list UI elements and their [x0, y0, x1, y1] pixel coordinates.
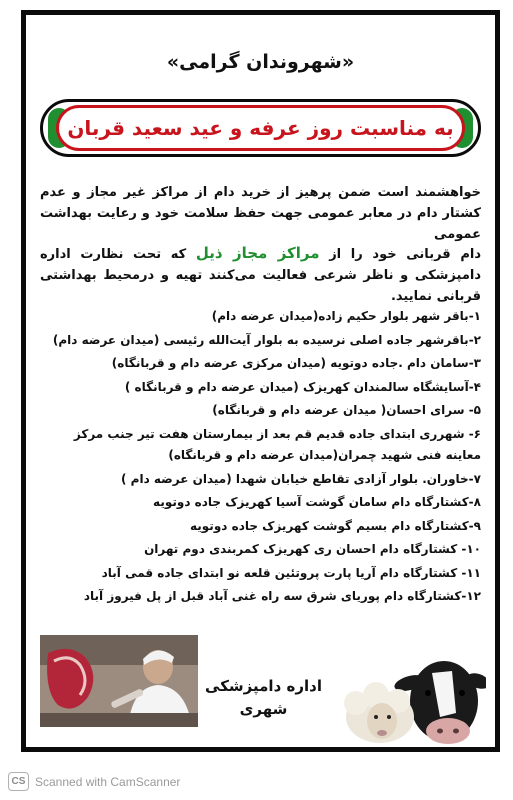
- flyer: [21, 10, 500, 752]
- butcher-illustration: [40, 635, 198, 727]
- org-name-line-1: اداره دامپزشکی: [205, 677, 322, 695]
- intro-paragraph-1: خواهشمند است ضمن پرهیز از خرید دام از مراکز غیر مجاز و عدم کشتار دام در معابر عمومی جهت حفظ سلامت خود و رعایت بهداشت عمومی: [40, 185, 481, 242]
- cow-and-sheep-illustration: [336, 643, 486, 745]
- livestock-photo: [336, 643, 486, 745]
- greeting-heading: «شهروندان گرامی»: [166, 51, 355, 73]
- veterinary-office-signature: [201, 675, 326, 721]
- intro-paragraph-2-start: دام قربانی خود را از: [319, 247, 481, 262]
- butcher-photo: [40, 635, 198, 727]
- list-item: ۳-سامان دام .جاده دوتویه (میدان مرکزی عرضه دام و قربانگاه): [111, 356, 481, 370]
- authorized-centers-highlight: مراکز مجاز ذیل: [195, 244, 320, 262]
- camscanner-logo-icon: CS: [8, 772, 29, 791]
- authorized-centers-list: [36, 306, 481, 610]
- list-item: ۹-کشتارگاه دام بسیم گوشت کهریزک جاده دوتویه: [190, 518, 481, 533]
- camscanner-label: Scanned with CamScanner: [35, 774, 181, 789]
- intro-paragraph-2: [40, 243, 481, 307]
- org-name-line-2: شهری: [239, 700, 288, 718]
- banner-title: به مناسبت روز عرفه و عید سعید قربان: [67, 116, 454, 140]
- list-item: ۱۲-کشتارگاه دام پوریای شرق سه راه غنی آباد قبل از پل فیروز آباد: [83, 589, 481, 603]
- intro-paragraph-2-end: که تحت نظارت اداره دامپزشکی و ناظر شرعی فعالیت می‌کنند تهیه و درمحیط بهداشتی قربانی نمایید.: [40, 247, 481, 304]
- camscanner-watermark: [8, 772, 180, 791]
- list-item: ۵- سرای احسان( میدان عرضه دام و قربانگاه): [212, 403, 481, 417]
- list-item: ۱۰- کشتارگاه دام احسان ری کهریزک کمربندی دوم تهران: [144, 542, 481, 556]
- title-banner: [40, 99, 481, 157]
- list-item: ۸-کشتارگاه دام سامان گوشت آسیا کهریزک جاده دوتویه: [153, 495, 481, 509]
- list-item: ۶- شهرری ابتدای جاده قدیم قم بعد از بیمارستان هفت تیر جنب مرکز معاینه فنی شهید چمران(میدان عرضه دام و قربانگاه): [73, 426, 481, 462]
- list-item: ۱۱- کشتارگاه دام آریا پارت پروتئین قلعه نو ابتدای جاده قمی آباد: [101, 565, 481, 580]
- list-item: ۲-باقرشهر جاده اصلی نرسیده به بلوار آیت‌الله رئیسی (میدان عرضه دام): [52, 332, 481, 347]
- list-item: ۱-باقر شهر بلوار حکیم زاده(میدان عرضه دام): [211, 309, 481, 323]
- list-item: ۷-خاوران. بلوار آزادی تقاطع خیابان شهدا (میدان عرضه دام ): [121, 471, 481, 486]
- list-item: ۴-آسایشگاه سالمندان کهریزک (میدان عرضه دام و قربانگاه ): [124, 379, 481, 394]
